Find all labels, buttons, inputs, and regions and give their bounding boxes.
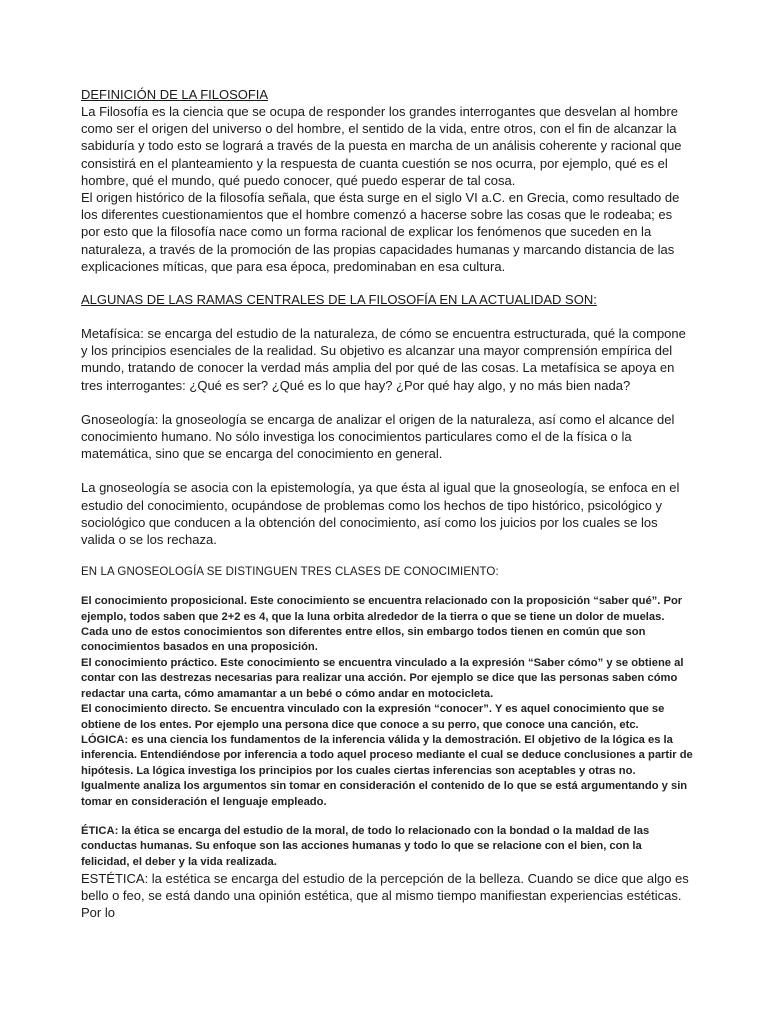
gnoseologia-epistemologia-paragraph: La gnoseología se asocia con la epistemología, ya que ésta al igual que la gnoseología, se enfoca en el estudio del conocimiento, ocupándose de problemas como los hechos de tipo histórico, psicológico y sociológico que conducen a la obtención del conocimiento, así como los juicios por los cuales se los valida o se los rechaza. xyxy=(81,480,680,548)
ramas-heading: ALGUNAS DE LAS RAMAS CENTRALES DE LA FILOSOFÍA EN LA ACTUALIDAD SON: xyxy=(81,292,597,308)
intro-paragraph-1: La Filosofía es la ciencia que se ocupa de responder los grandes interrogantes que desvelan al hombre como ser el origen del universo o del hombre, el sentido de la vida, entre otros, con el fin de alcanzar la sabiduría y todo esto se logrará a través de la puesta en marcha de un análisis coherente y racional que consistirá en el planteamiento y la respuesta de cuanta cuestión se nos ocurra, por ejemplo, qué es el hombre, qué el mundo, qué puedo conocer, qué puedo esperar de tal cosa. xyxy=(81,104,682,188)
etica-paragraph: ÉTICA: la ética se encarga del estudio de la moral, de todo lo relacionado con la bondad o la maldad de las conductas humanas. Su enfoque son las acciones humanas y todo lo que se relacione con el bien, con la felicidad, el deber y la vida realizada. xyxy=(81,824,650,868)
spacer xyxy=(81,810,693,824)
spacer xyxy=(81,580,693,594)
spacer xyxy=(81,462,693,479)
conocimiento-practico: El conocimiento práctico. Este conocimiento se encuentra vinculado a la expresión “Saber cómo” y se obtiene al contar con las destrezas necesarias para realizar una acción. Por ejemplo se dice que las personas saben cómo redactar una carta, cómo amamantar a un bebé o cómo andar en motocicleta. xyxy=(81,656,684,700)
estetica-paragraph: ESTÉTICA: la estética se encarga del estudio de la percepción de la belleza. Cuando se dice que algo es bello o feo, se está dando una opinión estética, que al mismo tiempo manifiestan experiencias estéticas. Por lo xyxy=(81,871,689,921)
document-title: DEFINICIÓN DE LA FILOSOFIA xyxy=(81,87,269,102)
spacer xyxy=(81,548,693,565)
clases-heading: EN LA GNOSEOLOGÍA SE DISTINGUEN TRES CLASES DE CONOCIMIENTO: xyxy=(81,566,499,579)
gnoseologia-paragraph: Gnoseología: la gnoseología se encarga de analizar el origen de la naturaleza, así como el alcance del conocimiento humano. No sólo investiga los conocimientos particulares como el de la física o la matemática, sino que se encarga del conocimiento en general. xyxy=(81,411,675,462)
conocimiento-directo: El conocimiento directo. Se encuentra vinculado con la expresión “conocer”. Y es aquel conocimiento que se obtiene de los entes. Por ejemplo una persona dice que conoce a su perro, que conoce una canción, etc. xyxy=(81,703,665,731)
conocimiento-proposicional: El conocimiento proposicional. Este conocimiento se encuentra relacionado con la proposición “saber qué”. Por ejemplo, todos saben que 2+2 es 4, que la luna orbita alrededor de la tierra o que se tiene un dolor de muelas. Cada uno de estos conocimientos son diferentes entre ellos, sin embargo todos tienen en común que son conocimientos basados en una proposición. xyxy=(81,595,683,654)
spacer xyxy=(81,308,693,325)
spacer xyxy=(81,394,693,411)
intro-paragraph-2: El origen histórico de la filosofía señala, que ésta surge en el siglo VI a.C. en Grecia, como resultado de los diferentes cuestionamientos que el hombre comenzó a hacerse sobre las cosas que le rodeaba; es por esto que la filosofía nace como un forma racional de explicar los fenómenos que suceden en la naturaleza, a través de la promoción de las propias capacidades humanas y marcando distancia de las explicaciones míticas, que para esa época, predominaban en esa cultura. xyxy=(81,190,680,274)
metafisica-paragraph: Metafísica: se encarga del estudio de la naturaleza, de cómo se encuentra estructurada, qué la compone y los principios esenciales de la realidad. Su objetivo es alcanzar una mayor comprensión empírica del mundo, tratando de conocer la verdad más amplia del por qué de las cosas. La metafísica se apoya en tres interrogantes: ¿Qué es ser? ¿Qué es lo que hay? ¿Por qué hay algo, y no más bien nada? xyxy=(81,326,686,393)
document-page xyxy=(81,86,693,921)
logica-paragraph: LÓGICA: es una ciencia los fundamentos de la inferencia válida y la demostración. El objetivo de la lógica es la inferencia. Entendiéndose por inferencia a todo aquel proceso mediante el cual se deduce conclusiones a partir de hipótesis. La lógica investiga los principios por los cuales ciertas inferencias son aceptables y otras no. Igualmente analiza los argumentos sin tomar en consideración el contenido de lo que se está argumentando y sin tomar en consideración el lenguaje empleado. xyxy=(81,733,693,808)
